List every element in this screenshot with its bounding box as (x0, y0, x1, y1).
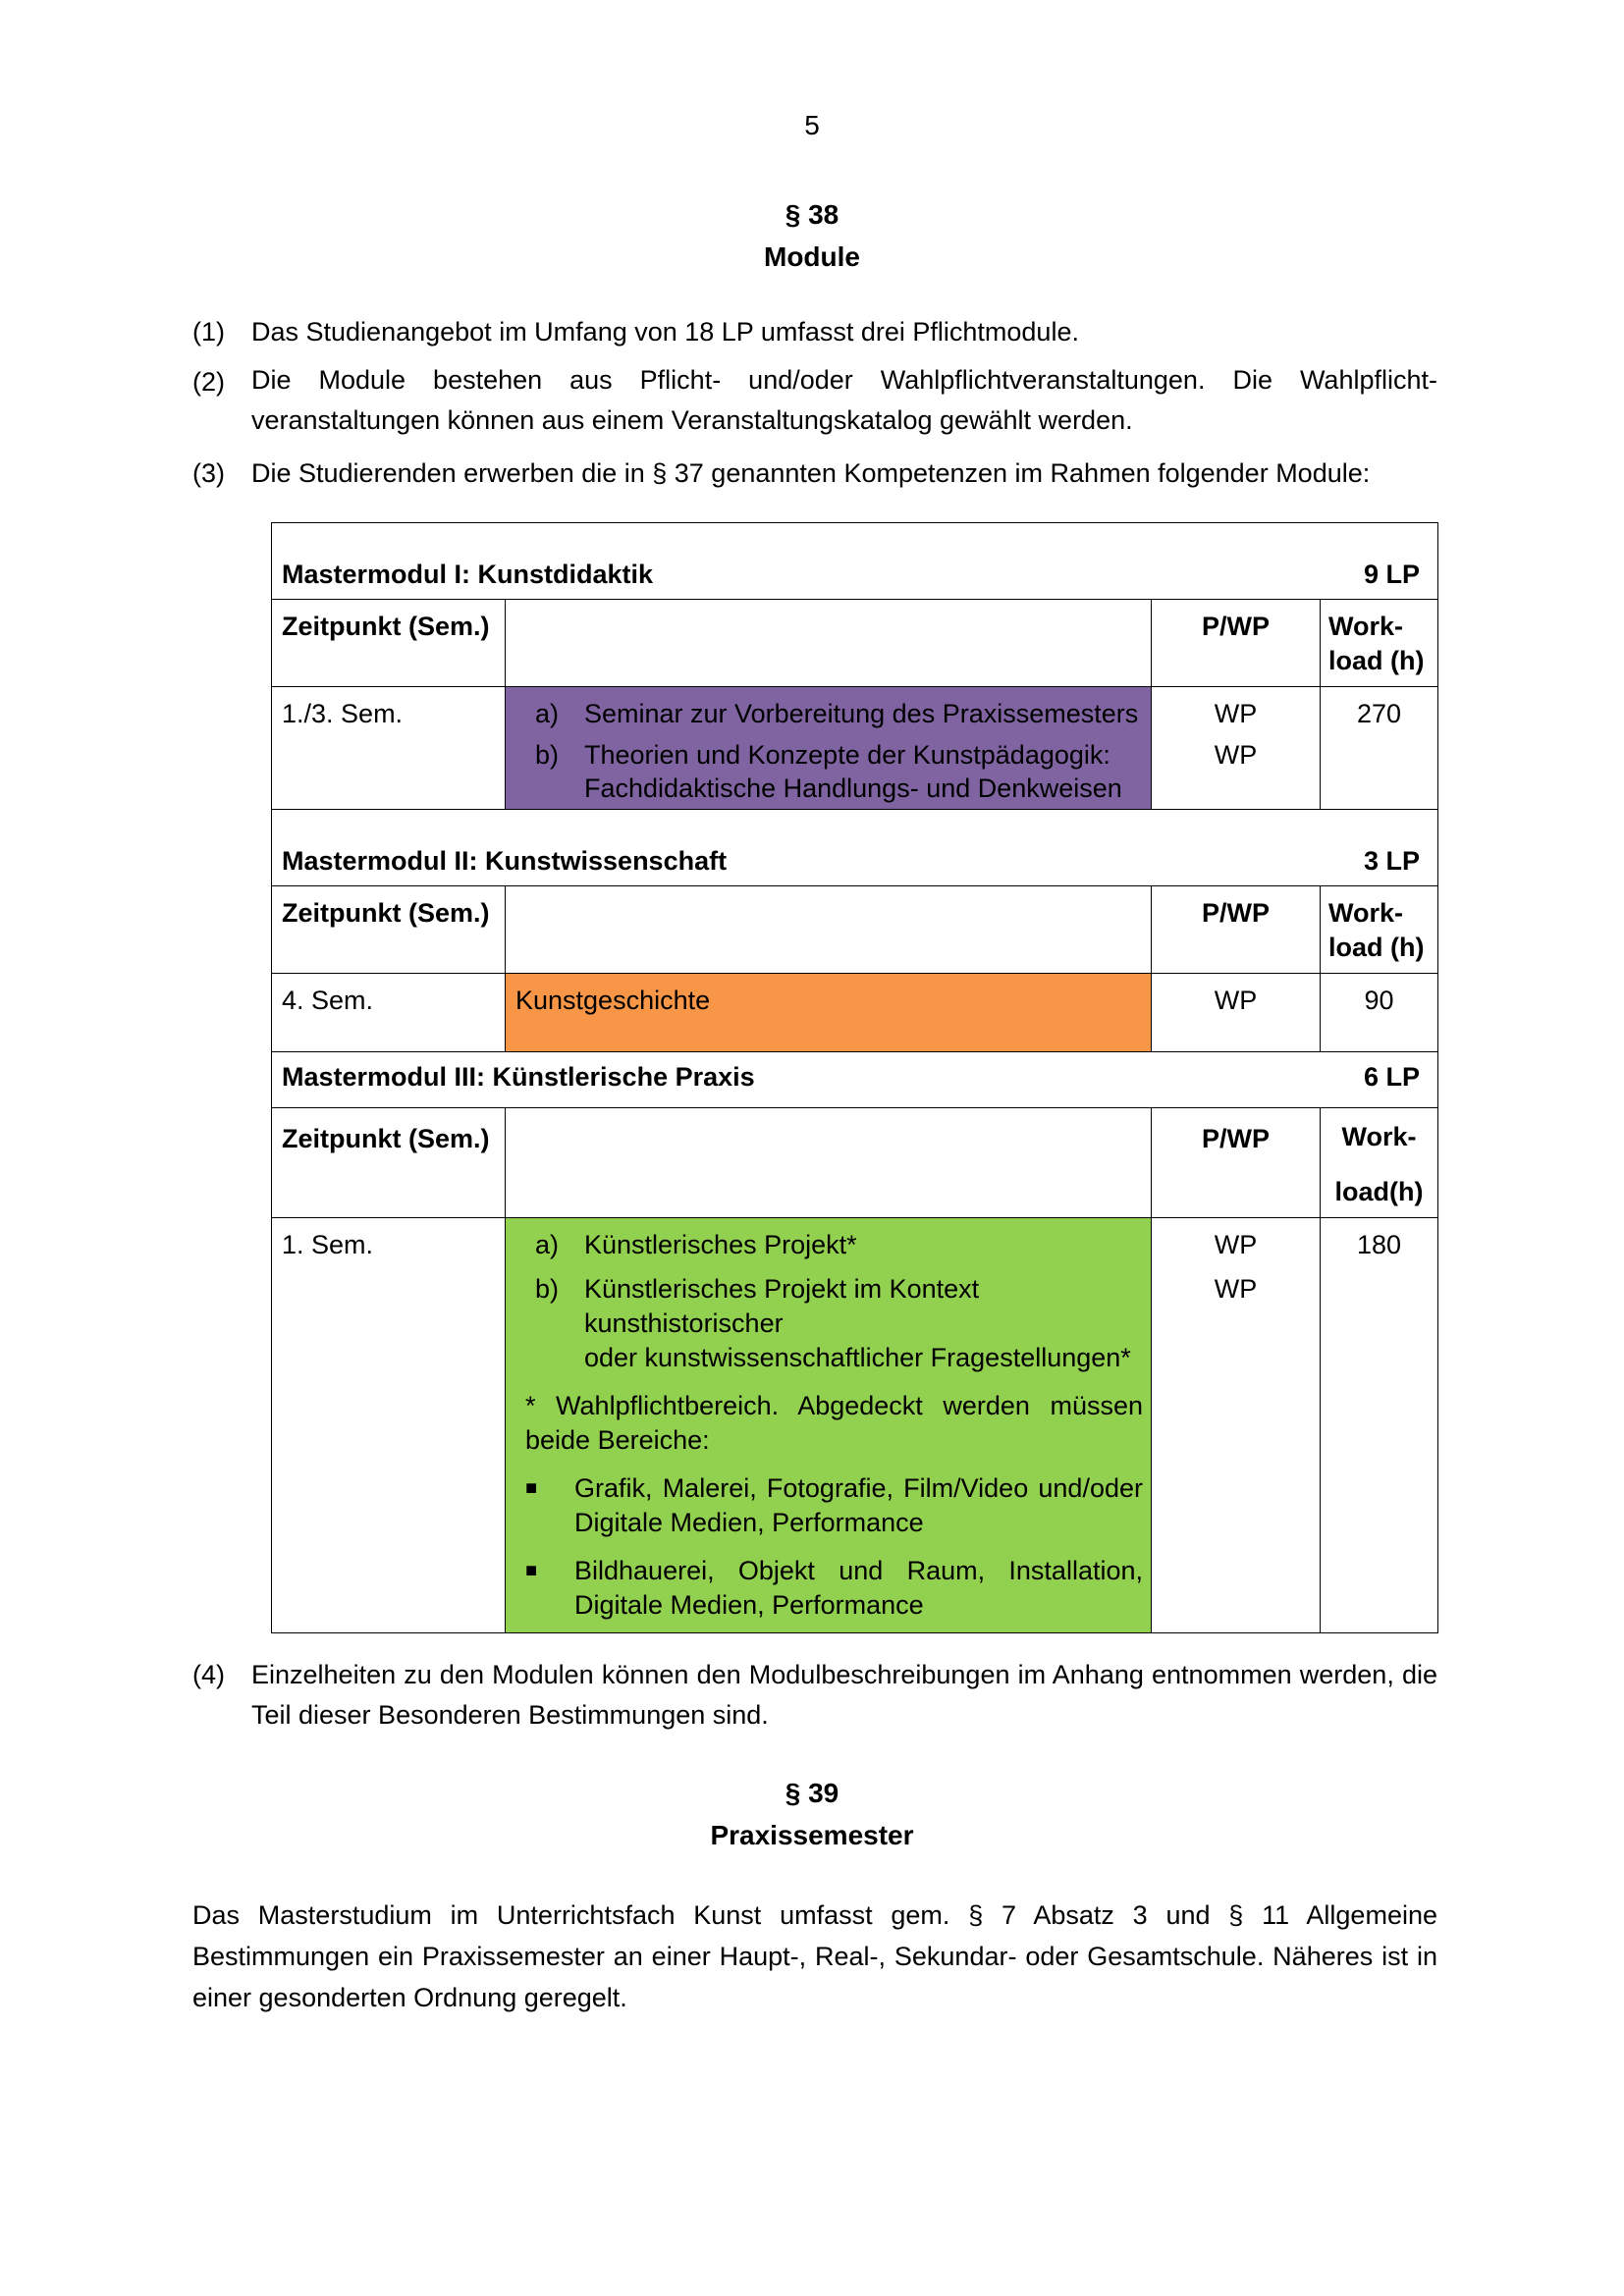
wahlpflicht-note: * Wahlpflichtbereich. Abgedeckt werden müssen beide Bereiche: (525, 1391, 1143, 1456)
pwp-value: WP (1214, 699, 1258, 729)
paragraph-number: (2) (192, 367, 225, 397)
pwp-value: WP (1214, 740, 1258, 771)
course-text-line: oder kunstwissenschaftlicher Fragestellungen* (584, 1343, 1131, 1373)
bullet-text: Bildhauerei, Objekt und Raum, Installation, Digitale Medien, Performance (574, 1556, 1143, 1621)
pwp-value: WP (1214, 1230, 1258, 1260)
section-38-number: § 38 (785, 199, 839, 230)
header-workload (1321, 1108, 1438, 1218)
header-empty (506, 1108, 1152, 1218)
header-workload-line: Work- (1341, 1122, 1417, 1152)
course-text-line: kunsthistorischer (584, 1308, 784, 1339)
module-table (271, 522, 1438, 1633)
module-name: Mastermodul III: Künstlerische Praxis (282, 1062, 755, 1093)
section-39-text: Das Masterstudium im Unterrichtsfach Kunst umfasst gem. § 7 Absatz 3 und § 11 Allgemeine Bestimmungen ein Praxissemester an einer Haupt-, Real-, Sekundar- oder Gesamtschule. Näheres ist in einer gesonderten Ordnung geregelt. (192, 1900, 1437, 2012)
bullet-item (506, 1471, 1143, 1540)
header-empty (506, 886, 1152, 974)
page-number: 5 (804, 110, 820, 140)
zeitpunkt-value: 1. Sem. (272, 1218, 506, 1633)
pwp-values (1152, 687, 1321, 810)
module-name: Mastermodul I: Kunstdidaktik (282, 560, 654, 589)
course-list (506, 687, 1152, 810)
module-2-title-row (272, 810, 1438, 886)
square-bullet-icon: ■ (525, 1560, 538, 1582)
section-39-title: Praxissemester (710, 1820, 914, 1850)
section-39-number: § 39 (785, 1778, 839, 1808)
square-bullet-icon: ■ (525, 1477, 538, 1500)
course-text: Theorien und Konzepte der Kunstpädagogik: Fachdidaktische Handlungs- und Denkweisen (584, 740, 1122, 804)
course-label: a) (535, 1230, 560, 1260)
header-empty (506, 600, 1152, 687)
header-zeitpunkt: Zeitpunkt (Sem.) (272, 1108, 506, 1218)
paragraph-number: (4) (192, 1660, 225, 1689)
module-title (272, 1052, 1438, 1108)
bullet-text: Grafik, Malerei, Fotografie, Film/Video und/oder Digitale Medien, Performance (574, 1473, 1143, 1538)
section-38-title: Module (764, 241, 860, 272)
zeitpunkt-value: 1./3. Sem. (272, 687, 506, 810)
module-credits: 6 LP (1363, 1062, 1421, 1093)
paragraph-2 (192, 365, 1437, 441)
module-2-header-row (272, 886, 1438, 974)
course-label: b) (535, 740, 560, 771)
pwp-values (1152, 1218, 1321, 1633)
module-3-title-row (272, 1052, 1438, 1108)
header-pwp: P/WP (1152, 886, 1321, 974)
course-text: Seminar zur Vorbereitung des Praxissemesters (584, 699, 1139, 729)
paragraph-1 (192, 315, 1437, 349)
module-3-content-row (272, 1218, 1438, 1633)
module-1-content-row (272, 687, 1438, 810)
header-workload: Work-load (h) (1321, 600, 1438, 687)
paragraph-4 (192, 1655, 1437, 1735)
module-credits: 3 LP (1363, 846, 1421, 877)
course-list (506, 1218, 1152, 1633)
paragraph-text: Die Studierenden erwerben die in § 37 genannten Kompetenzen im Rahmen folgender Module: (251, 458, 1371, 488)
course-text-line: Künstlerisches Projekt im Kontext (584, 1274, 980, 1305)
course-item (506, 738, 1141, 805)
course-label: b) (535, 1274, 560, 1305)
paragraph-3 (192, 456, 1437, 491)
course-text: Künstlerisches Projekt* (584, 1230, 857, 1260)
module-name: Mastermodul II: Kunstwissenschaft (282, 846, 728, 877)
header-pwp: P/WP (1152, 600, 1321, 687)
paragraph-text: Einzelheiten zu den Modulen können den Modulbeschreibungen im Anhang entnommen werden, die Teil dieser Besonderen Bestimmungen sind. (251, 1660, 1437, 1730)
course-item (506, 1228, 1143, 1262)
course-text: Kunstgeschichte (506, 974, 1152, 1052)
course-label: a) (535, 699, 560, 729)
workload-value: 270 (1321, 687, 1438, 810)
module-3-header-row (272, 1108, 1438, 1218)
header-pwp: P/WP (1152, 1108, 1321, 1218)
bullet-item (506, 1554, 1143, 1623)
paragraph-text: Das Studienangebot im Umfang von 18 LP umfasst drei Pflichtmodule. (251, 317, 1079, 347)
course-item (506, 697, 1141, 730)
header-zeitpunkt: Zeitpunkt (Sem.) (272, 886, 506, 974)
zeitpunkt-value: 4. Sem. (272, 974, 506, 1052)
module-1-header-row (272, 600, 1438, 687)
module-1-title-row (272, 523, 1438, 600)
header-workload: Work-load (h) (1321, 886, 1438, 974)
pwp-value: WP (1214, 1274, 1258, 1305)
course-item (506, 1272, 1143, 1375)
paragraph-text: Die Module bestehen aus Pflicht- und/oder Wahlpflichtveranstaltungen. Die Wahlpflichtveranstaltungen können aus einem Veranstaltungskatalog gewählt werden. (251, 365, 1437, 435)
paragraph-number: (1) (192, 317, 225, 347)
module-title (272, 810, 1438, 886)
workload-value: 180 (1321, 1218, 1438, 1633)
module-credits: 9 LP (1363, 560, 1421, 589)
header-workload-line: load(h) (1334, 1177, 1424, 1207)
workload-value: 90 (1321, 974, 1438, 1052)
module-title (272, 523, 1438, 600)
pwp-value: WP (1152, 974, 1321, 1052)
paragraph-number: (3) (192, 458, 225, 488)
module-2-content-row (272, 974, 1438, 1052)
header-zeitpunkt: Zeitpunkt (Sem.) (272, 600, 506, 687)
